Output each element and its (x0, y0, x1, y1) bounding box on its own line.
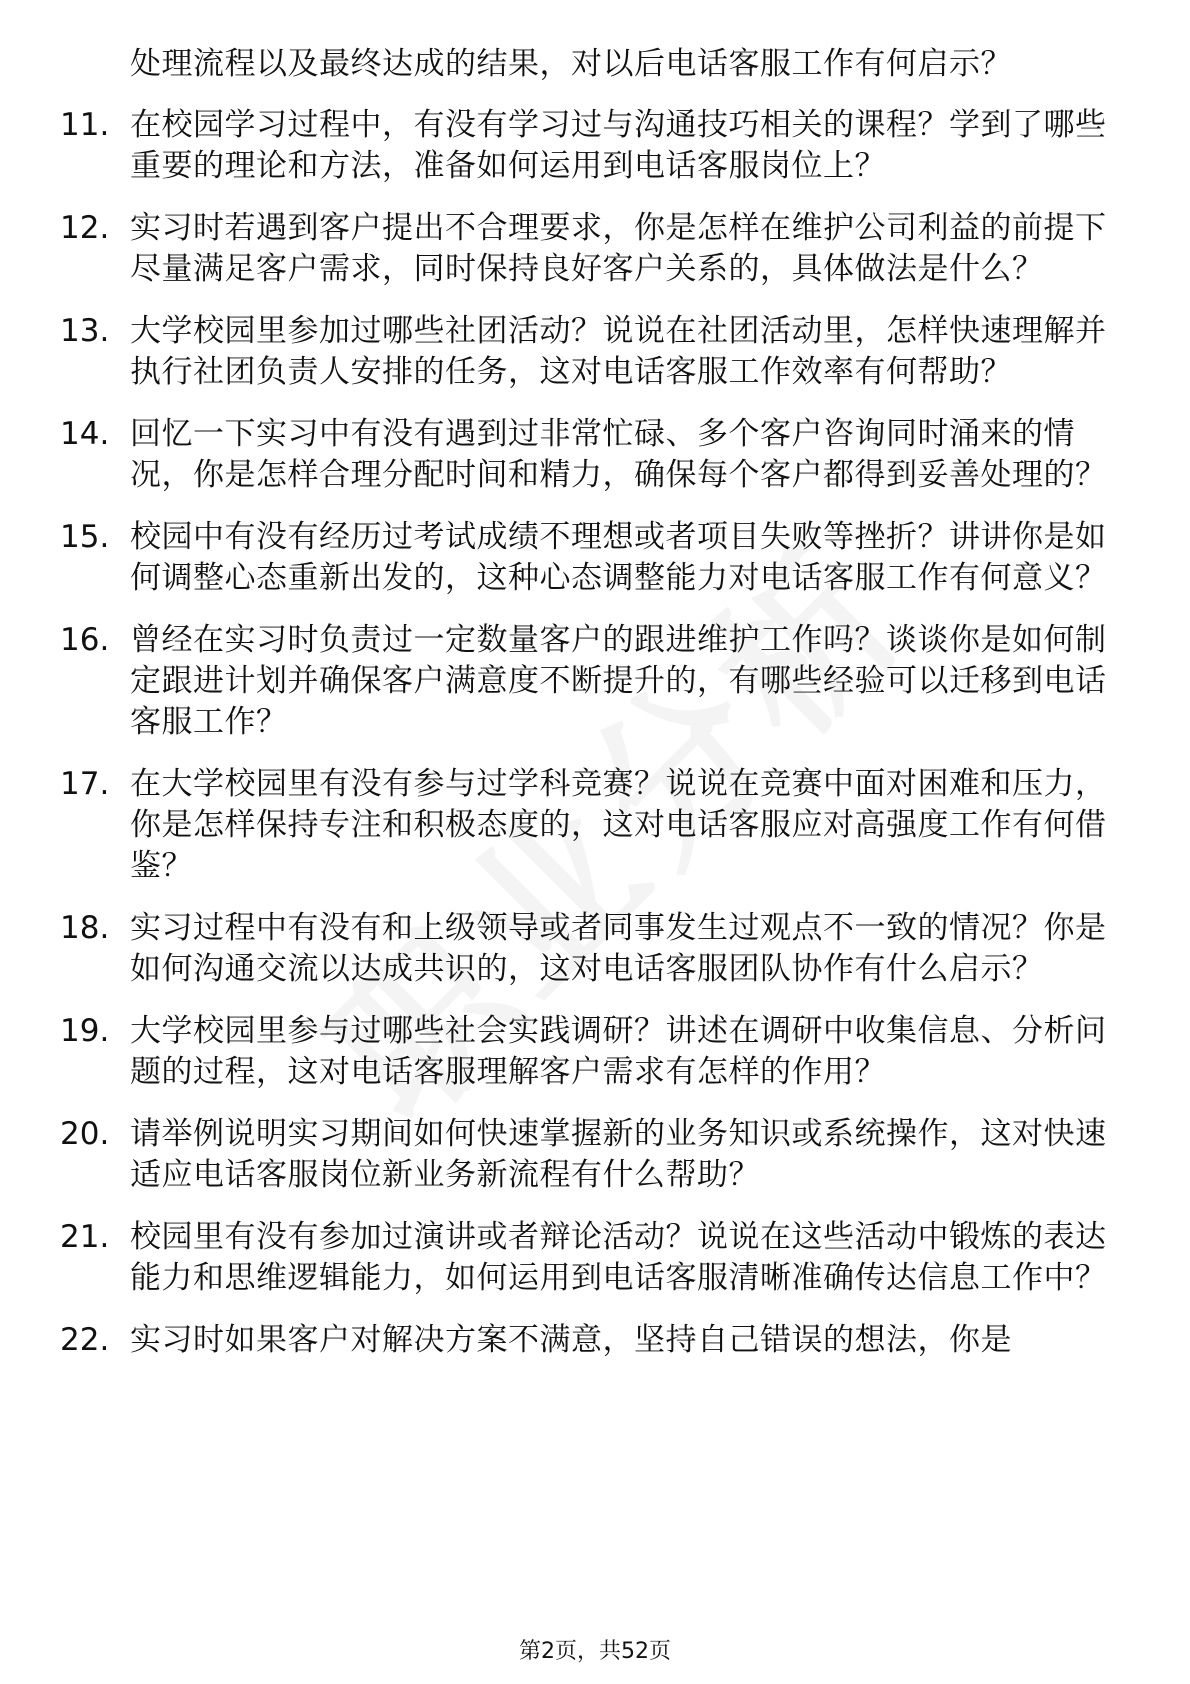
question-text: 大学校园里参与过哪些社会实践调研？讲述在调研中收集信息、分析问题的过程，这对电话客服理解客户需求有怎样的作用？ (130, 1013, 1107, 1090)
question-text: 大学校园里参加过哪些社团活动？说说在社团活动里，怎样快速理解并执行社团负责人安排的任务，这对电话客服工作效率有何帮助？ (130, 313, 1107, 390)
question-number: 19. (60, 1013, 110, 1049)
question-number: 18. (60, 910, 110, 946)
question-item (60, 208, 1130, 290)
question-number: 21. (60, 1219, 110, 1255)
page-footer: 第2页，共52页 (519, 1639, 671, 1664)
question-text: 曾经在实习时负责过一定数量客户的跟进维护工作吗？谈谈你是如何制定跟进计划并确保客户满意度不断提升的，有哪些经验可以迁移到电话客服工作？ (130, 622, 1107, 740)
question-text: 实习时若遇到客户提出不合理要求，你是怎样在维护公司利益的前提下尽量满足客户需求，同时保持良好客户关系的，具体做法是什么？ (130, 210, 1107, 287)
question-item (60, 414, 1130, 496)
question-text: 回忆一下实习中有没有遇到过非常忙碌、多个客户咨询同时涌来的情况，你是怎样合理分配时间和精力，确保每个客户都得到妥善处理的？ (130, 416, 1107, 493)
question-number: 14. (60, 416, 110, 452)
question-item (60, 1011, 1130, 1093)
question-item (60, 1320, 1130, 1361)
question-item (60, 620, 1130, 743)
question-text: 校园里有没有参加过演讲或者辩论活动？说说在这些活动中锻炼的表达能力和思维逻辑能力，如何运用到电话客服清晰准确传达信息工作中？ (130, 1219, 1107, 1296)
question-number: 13. (60, 313, 110, 349)
question-number: 12. (60, 210, 110, 246)
question-number: 17. (60, 766, 110, 802)
question-text: 请举例说明实习期间如何快速掌握新的业务知识或系统操作，这对快速适应电话客服岗位新业务新流程有什么帮助？ (130, 1116, 1107, 1193)
question-number: 15. (60, 519, 110, 555)
question-text: 在大学校园里有没有参与过学科竞赛？说说在竞赛中面对困难和压力，你是怎样保持专注和积极态度的，这对电话客服应对高强度工作有何借鉴？ (130, 766, 1107, 884)
question-list (60, 44, 1130, 1382)
question-number: 20. (60, 1116, 110, 1152)
question-item (60, 1114, 1130, 1196)
question-number: 11. (60, 107, 110, 143)
question-text: 在校园学习过程中，有没有学习过与沟通技巧相关的课程？学到了哪些重要的理论和方法，准备如何运用到电话客服岗位上？ (130, 107, 1107, 184)
question-number: 22. (60, 1322, 110, 1358)
question-item (60, 1217, 1130, 1299)
question-number: 16. (60, 622, 110, 658)
question-item (60, 105, 1130, 187)
question-item (60, 517, 1130, 599)
question-text: 校园中有没有经历过考试成绩不理想或者项目失败等挫折？讲讲你是如何调整心态重新出发的，这种心态调整能力对电话客服工作有何意义？ (130, 519, 1107, 596)
question-item (60, 311, 1130, 393)
continued-question-text: 处理流程以及最终达成的结果，对以后电话客服工作有何启示？ (130, 46, 1012, 82)
question-text: 实习时如果客户对解决方案不满意，坚持自己错误的想法，你是 (130, 1322, 1012, 1358)
question-item (60, 908, 1130, 990)
question-text: 实习过程中有没有和上级领导或者同事发生过观点不一致的情况？你是如何沟通交流以达成共识的，这对电话客服团队协作有什么启示？ (130, 910, 1107, 987)
question-item (60, 764, 1130, 887)
